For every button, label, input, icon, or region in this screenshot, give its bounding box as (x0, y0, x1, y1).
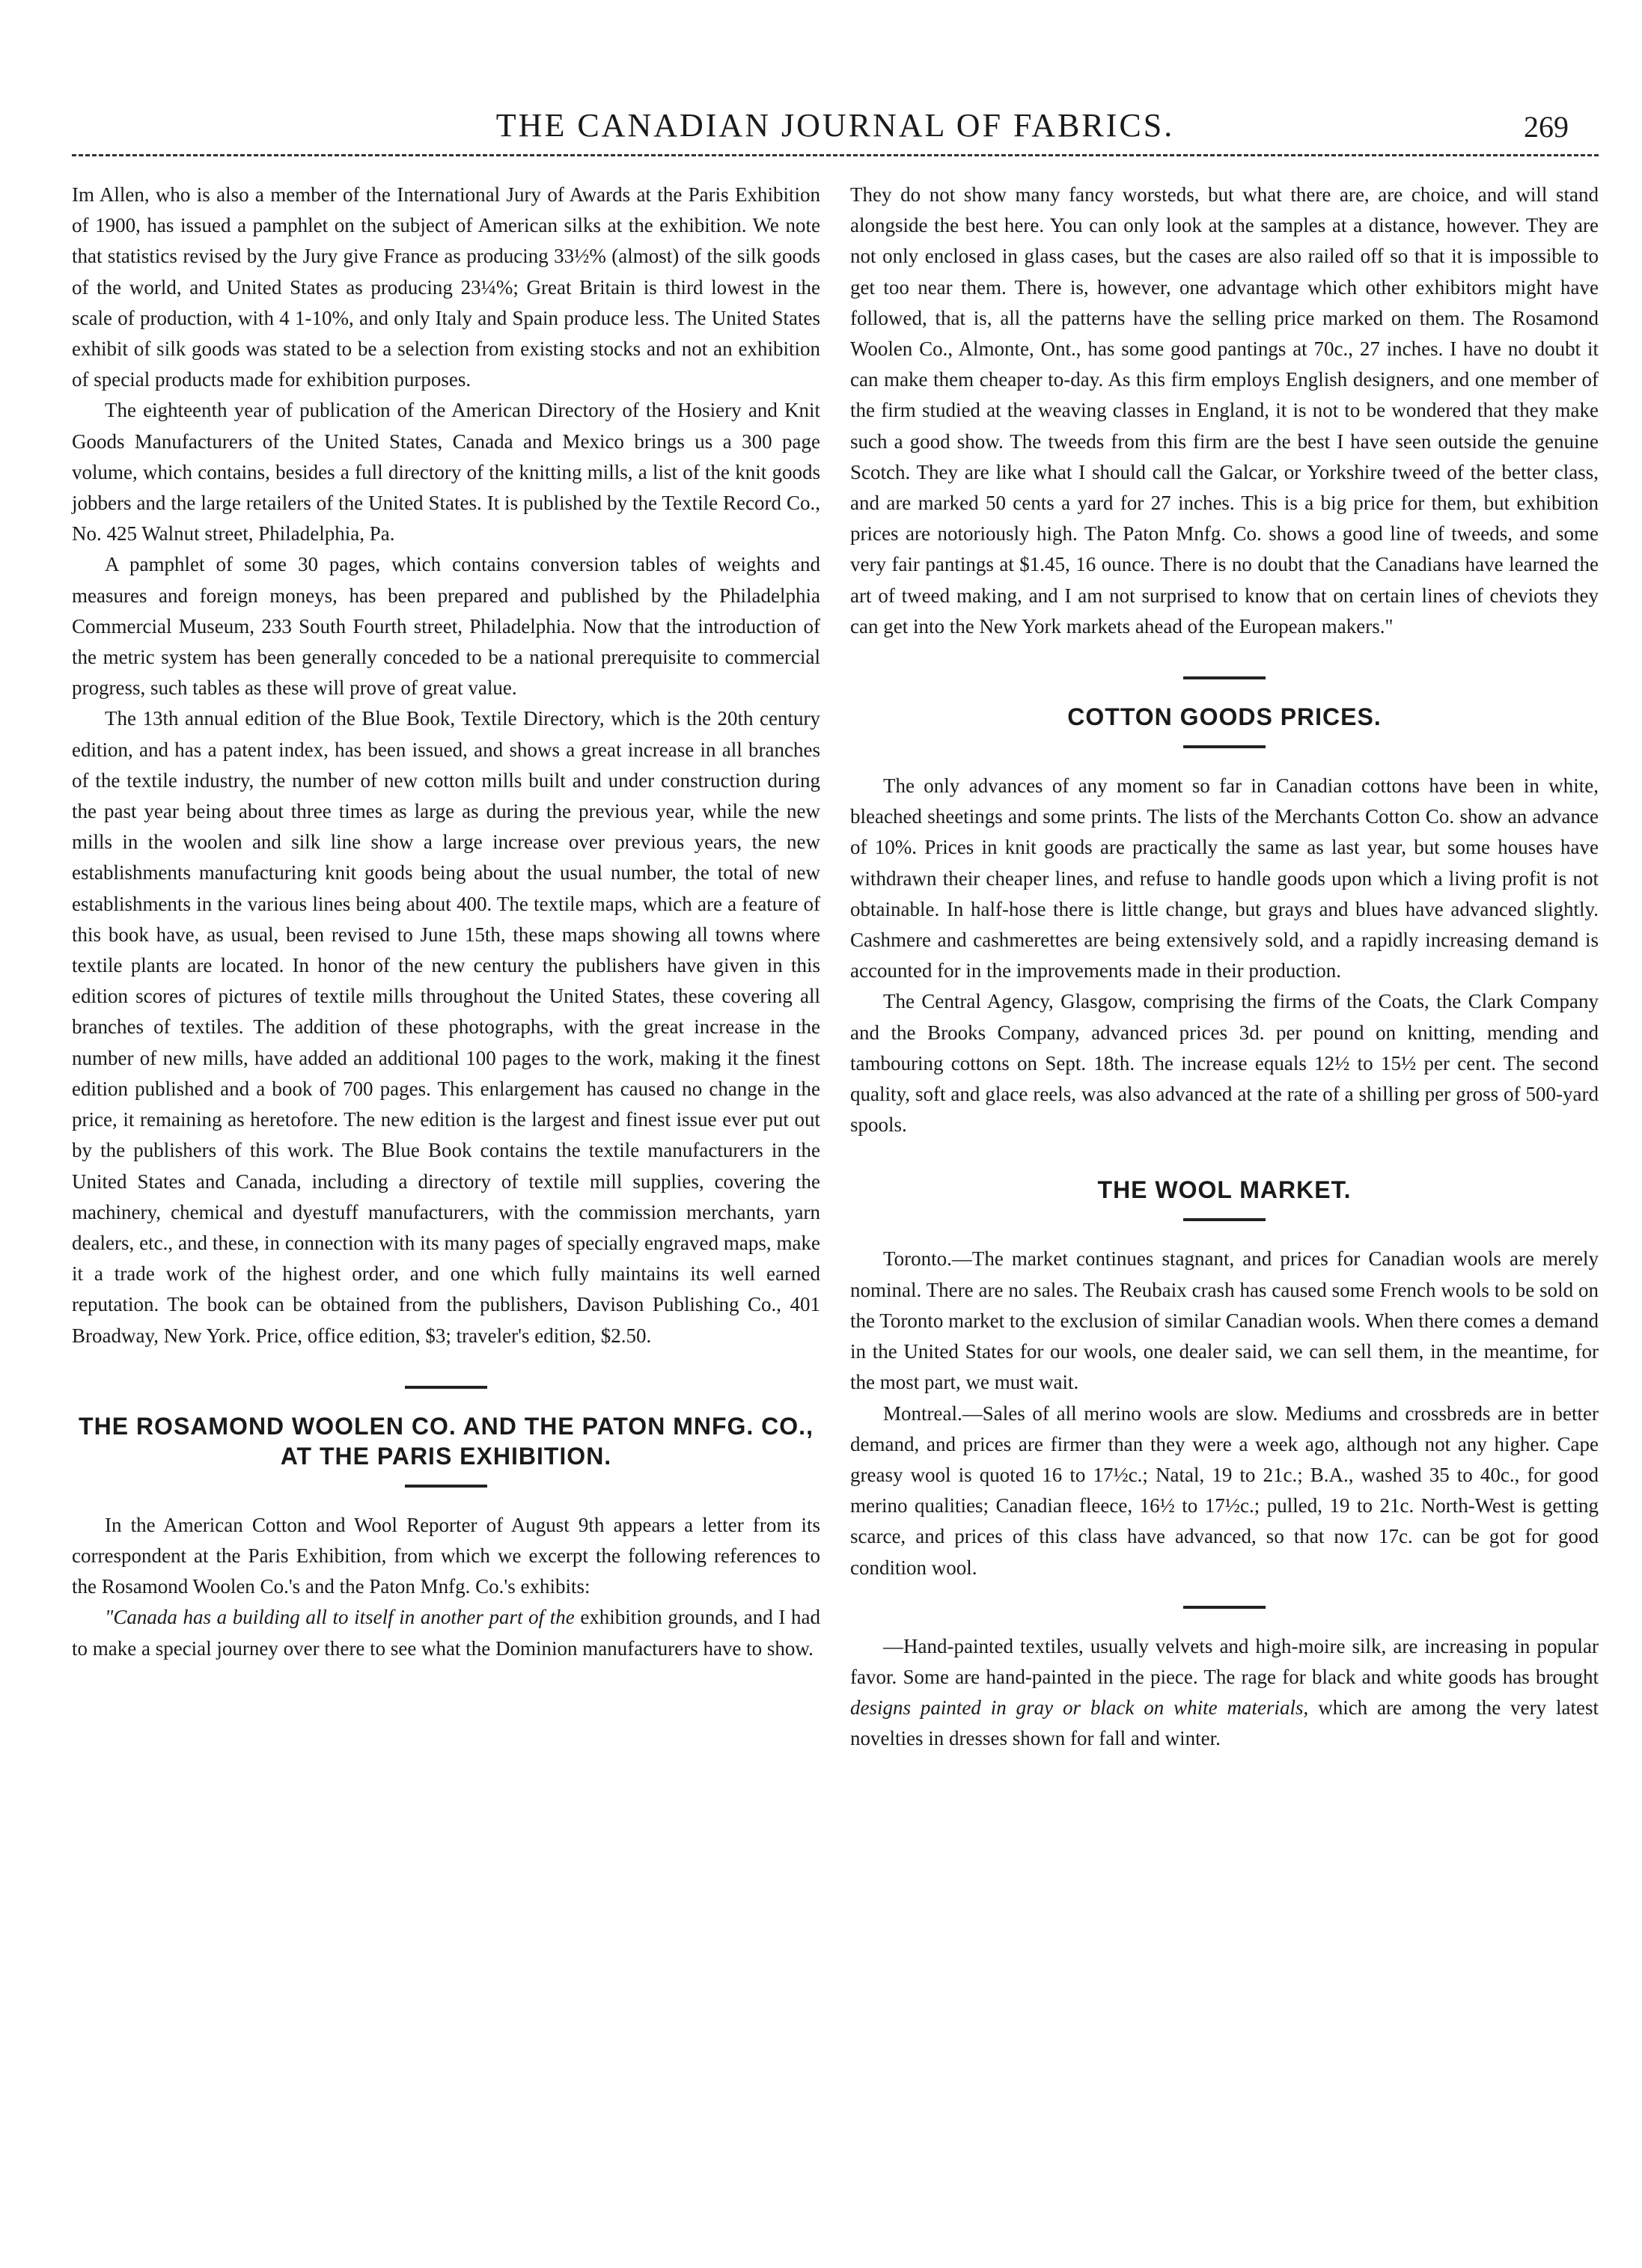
paragraph-hand-painted-textiles (850, 1631, 1599, 1755)
heading-cotton-goods-prices: COTTON GOODS PRICES. (1067, 703, 1382, 731)
paragraph-conversion-tables: A pamphlet of some 30 pages, which contains conversion tables of weights and measures and foreign moneys, has been prepared and published by the Philadelphia Commercial Museum, 233 South Fourth street, Philadelphia. Now that the introduction of the metric system has been generally conceded to be a national prerequisite to commercial progress, such tables as these will prove of great value. (72, 553, 820, 700)
paragraph-toronto-wool: Toronto.—The market continues stagnant, and prices for Canadian wools are merely nominal. There are no sales. The Reubaix crash has caused some French wools to be sold on the Toronto market to the exclusion of similar Canadian wools. When there comes a demand in the United States for our wools, one dealer said, we can sell them, in the meantime, for the most part, we must wait. (850, 1247, 1599, 1394)
paragraph-cotton-wool-reporter: In the American Cotton and Wool Reporter of August 9th appears a letter from its correspondent at the Paris Exhibition, from which we excerpt the following references to the Rosamond Woolen Co.'s and the Paton Mnfg. Co.'s exhibits: (72, 1513, 820, 1598)
text-italic: designs painted in gray or black on white materials, (850, 1696, 1309, 1720)
right-column (850, 180, 1599, 1755)
text-end: which are among the very latest novelties in dresses shown for fall and winter. (850, 1696, 1599, 1750)
paragraph-central-agency: The Central Agency, Glasgow, comprising the firms of the Coats, the Clark Company and the Brooks Company, advanced prices 3d. per pound on knitting, mending and tambouring cottons on Sept. 18th. The increase equals 12½ to 15½ per cent. The second quality, soft and glace reels, was also advanced at the rate of a shilling per gross of 500-yard spools. (850, 990, 1599, 1137)
page-number: 269 (1524, 110, 1569, 144)
page-header (72, 97, 1599, 157)
paragraph-hosiery-directory: The eighteenth year of publication of the American Directory of the Hosiery and Knit Goods Manufacturers of the United States, Canada and Mexico brings us a 300 page volume, which contains, besides a full directory of the knitting mills, a list of the knit goods jobbers and the large retailers of the United States. It is published by the Textile Record Co., No. 425 Walnut street, Philadelphia, Pa. (72, 399, 820, 545)
heading-rosamond-paton: THE ROSAMOND WOOLEN CO. AND THE PATON MNFG. CO., AT THE PARIS EXHIBITION. (79, 1412, 814, 1470)
paragraph-canada-building (72, 1602, 820, 1663)
paragraph-cotton-advances: The only advances of any moment so far in Canadian cottons have been in white, bleached sheetings and some prints. The lists of the Merchants Cotton Co. show an advance of 10%. Prices in knit goods are practically the same as last year, but some houses have withdrawn their cheaper lines, and refuse to handle goods upon which a living profit is not obtainable. In half-hose there is little change, but grays and blues have advanced slightly. Cashmere and cashmerettes are being extensively sold, and a rapidly increasing demand is accounted for in the improvements made in their production. (850, 774, 1599, 982)
left-column (72, 180, 820, 1664)
paragraph-silk-pamphlet: Im Allen, who is also a member of the International Jury of Awards at the Paris Exhibition of 1900, has issued a pamphlet on the subject of American silks at the exhibition. We note that statistics revised by the Jury give France as producing 33½% (almost) of the silk goods of the world, and United States as producing 23¼%; Great Britain is third lowest in the scale of production, with 4 1-10%, and only Italy and Spain produce less. The United States exhibit of silk goods was stated to be a selection from existing stocks and not an exhibition of special products made for exhibition purposes. (72, 183, 820, 391)
text-start: —Hand-painted textiles, usually velvets and high-moire silk, are increasing in popular favor. Some are hand-painted in the piece. The rage for black and white goods has brought (850, 1634, 1599, 1688)
header-rule (72, 154, 1599, 156)
quote-italic: "Canada has a building all to itself in another part of the (105, 1606, 575, 1629)
heading-wool-market: THE WOOL MARKET. (1097, 1176, 1352, 1204)
paragraph-paris-exhibit: They do not show many fancy worsteds, but what there are, are choice, and will stand alongside the best here. You can only look at the samples at a distance, however. They are not only enclosed in glass cases, but the cases are also railed off so that it is impossible to get too near them. There is, however, one advantage which other exhibitors might have followed, that is, all the patterns have the selling price marked on them. The Rosamond Woolen Co., Almonte, Ont., has some good pantings at 70c., 27 inches. I have no doubt it can make them cheaper to-day. As this firm employs English designers, and one member of the firm studied at the weaving classes in England, it is not to be wondered that they make such a good show. The tweeds from this firm are the best I have seen outside the genuine Scotch. They are like what I should call the Galcar, or Yorkshire tweed of the better class, and are marked 50 cents a yard for 27 inches. This is a big price for them, but exhibition prices are notoriously high. The Paton Mnfg. Co. shows a good line of tweeds, and some very fair pantings at $1.45, 16 ounce. There is no doubt that the Canadians have learned the art of tweed making, and I am not surprised to know that on certain lines of cheviots they can get into the New York markets ahead of the European makers." (850, 183, 1599, 638)
journal-title: THE CANADIAN JOURNAL OF FABRICS. (495, 107, 1175, 144)
quote-continued: exhibition grounds, and I had to make a special journey over there to see what the Dominion manufacturers have to show. (72, 1606, 820, 1660)
paragraph-blue-book: The 13th annual edition of the Blue Book, Textile Directory, which is the 20th century edition, and has a patent index, has been issued, and shows a great increase in all branches of the textile industry, the number of new cotton mills built and under construction during the past year being about three times as large as during the previous year, while the new mills in the woolen and silk line show a large increase over previous years, the new establishments manufacturing knit goods being about the usual number, the total of new establishments in the various lines being about 400. The textile maps, which are a feature of this book have, as usual, been revised to June 15th, these maps showing all towns where textile plants are located. In honor of the new century the publishers have given in this edition scores of pictures of textile mills throughout the United States, these covering all branches of textiles. The addition of these photographs, with the great increase in the number of new mills, have added an additional 100 pages to the work, making it the finest edition published and a book of 700 pages. This enlargement has caused no change in the price, it remaining as heretofore. The new edition is the largest and finest issue ever put out by the publishers of this work. The Blue Book contains the textile manufacturers in the United States and Canada, including a directory of textile mill supplies, covering the machinery, chemical and dyestuff manufacturers, with the commission merchants, yarn dealers, etc., and these, in connection with its many pages of specially engraved maps, make it a trade work of the highest order, and one which fully maintains its well earned reputation. The book can be obtained from the publishers, Davison Publishing Co., 401 Broadway, New York. Price, office edition, $3; traveler's edition, $2.50. (72, 707, 820, 1347)
paragraph-montreal-wool: Montreal.—Sales of all merino wools are slow. Mediums and crossbreds are in better demand, and prices are firmer than they were a week ago, although not any higher. Cape greasy wool is quoted 16 to 17½c.; Natal, 19 to 21c.; B.A., washed 35 to 40c., for good merino qualities; Canadian fleece, 16½ to 17½c.; pulled, 19 to 21c. North-West is getting scarce, and prices of this class have advanced, so that now 17c. can be got for good condition wool. (850, 1402, 1599, 1579)
